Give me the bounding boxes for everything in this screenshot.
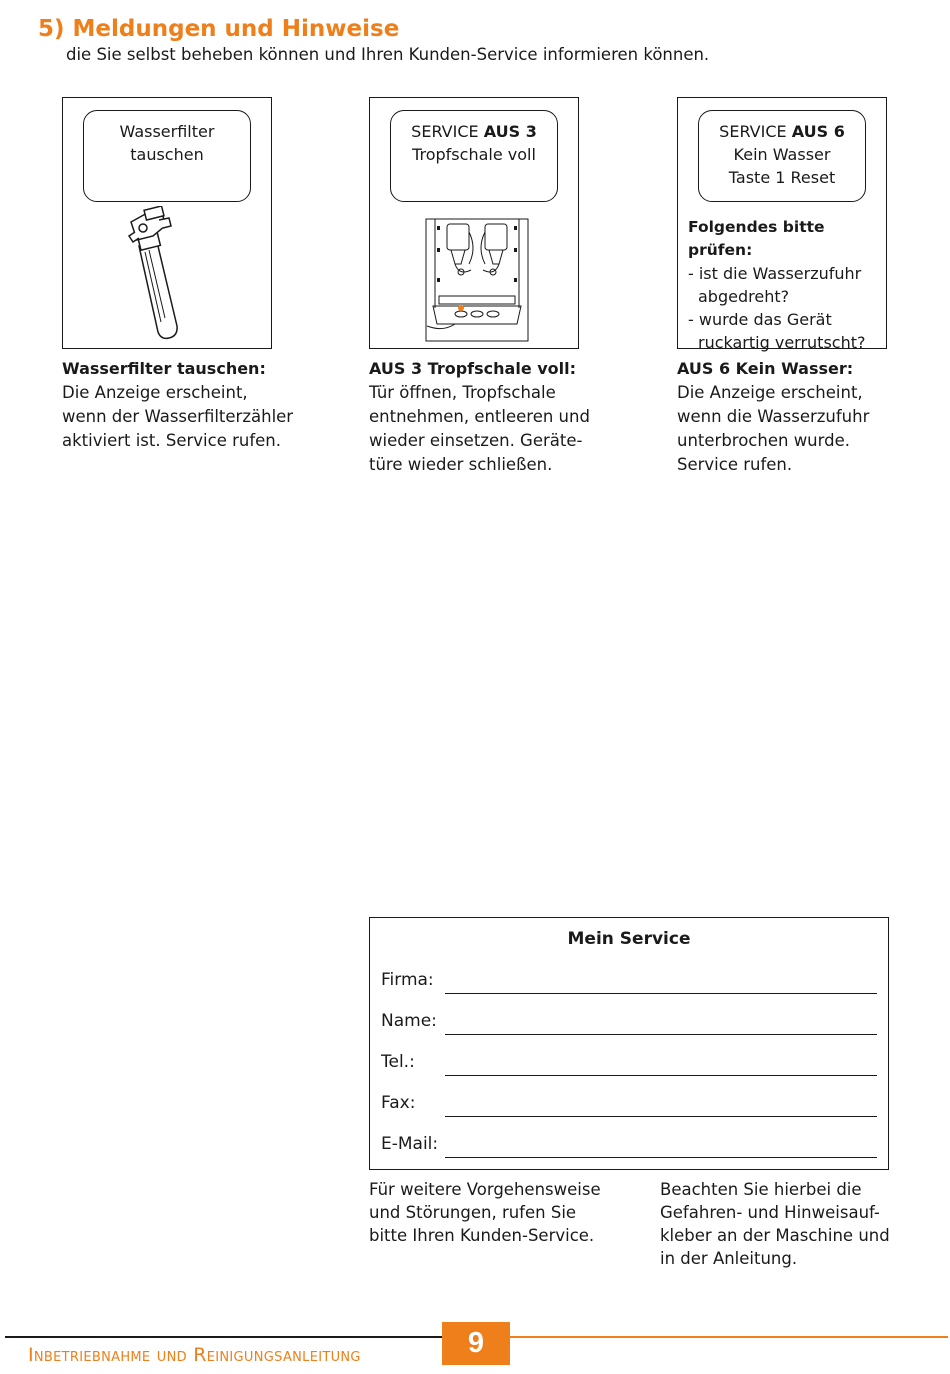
panel-drip-tray (369, 97, 579, 349)
panel-water-filter (62, 97, 272, 349)
desc-line: Die Anzeige erscheint, (677, 383, 863, 402)
display-line: Tropfschale voll (412, 145, 536, 164)
panel-desc-no-water (677, 357, 917, 477)
display-service: SERVICE (719, 122, 787, 141)
desc-line: unterbrochen wurde. (677, 431, 851, 450)
check-item: - ist die Wasserzufuhr abgedreht? (688, 264, 862, 306)
field-label: Firma: (381, 970, 434, 990)
check-item: - wurde das Gerät ruckartig verrutscht? (688, 310, 866, 352)
footer-title: Inbetriebnahme und Reinigungsanleitung (28, 1344, 361, 1366)
field-label: E-Mail: (381, 1134, 439, 1154)
machine-drip-tray-illustration (425, 218, 529, 342)
display-code: AUS 3 (483, 122, 537, 141)
display-line: Kein Wasser (733, 145, 831, 164)
field-label: Fax: (381, 1093, 416, 1113)
desc-line: wenn die Wasserzufuhr (677, 407, 870, 426)
desc-line: entnehmen, entleeren und (369, 407, 590, 426)
desc-line: türe wieder schließen. (369, 455, 553, 474)
display-line: Wasserfilter (119, 122, 215, 141)
note-line: Für weitere Vorgehensweise (369, 1180, 601, 1199)
field-line (445, 993, 877, 994)
section-subtitle: die Sie selbst beheben können und Ihren Kunden-Service informieren können. (66, 45, 710, 64)
desc-line: wieder einsetzen. Geräte- (369, 431, 583, 450)
note-line: in der Anleitung. (660, 1249, 798, 1268)
display-screen (698, 110, 866, 202)
field-label: Tel.: (381, 1052, 415, 1072)
desc-line: aktiviert ist. Service rufen. (62, 431, 281, 450)
display-code: AUS 6 (791, 122, 845, 141)
desc-line: wenn der Wasserfilterzähler (62, 407, 294, 426)
note-line: und Störungen, rufen Sie (369, 1203, 577, 1222)
my-service-form (369, 917, 889, 1170)
footer-rule-left (5, 1336, 442, 1338)
field-email[interactable] (381, 1134, 877, 1160)
note-left (369, 1178, 601, 1247)
check-list (688, 216, 884, 354)
desc-title: AUS 3 Tropfschale voll: (369, 359, 577, 378)
note-line: bitte Ihren Kunden-Service. (369, 1226, 595, 1245)
panel-desc-water-filter (62, 357, 302, 453)
desc-line: Die Anzeige erscheint, (62, 383, 248, 402)
desc-line: Tür öffnen, Tropfschale (369, 383, 556, 402)
field-line (445, 1034, 877, 1035)
display-line: tauschen (130, 145, 204, 164)
field-fax[interactable] (381, 1093, 877, 1119)
field-label: Name: (381, 1011, 437, 1031)
service-title: Mein Service (567, 929, 691, 949)
note-right (660, 1178, 890, 1270)
panel-no-water (677, 97, 887, 352)
field-line (445, 1075, 877, 1076)
water-filter-illustration (125, 206, 185, 344)
footer-rule-right (510, 1336, 948, 1338)
field-line (445, 1157, 877, 1158)
display-line: Taste 1 Reset (728, 168, 836, 187)
note-line: Gefahren- und Hinweisauf- (660, 1203, 880, 1222)
desc-line: Service rufen. (677, 455, 793, 474)
note-line: Beachten Sie hierbei die (660, 1180, 862, 1199)
display-screen (390, 110, 558, 202)
page-number: 9 (442, 1322, 510, 1365)
panel-desc-drip-tray (369, 357, 609, 477)
field-tel[interactable] (381, 1052, 877, 1078)
desc-title: Wasserfilter tauschen: (62, 359, 266, 378)
note-line: kleber an der Maschine und (660, 1226, 890, 1245)
field-firma[interactable] (381, 970, 877, 996)
display-screen (83, 110, 251, 202)
field-line (445, 1116, 877, 1117)
field-name[interactable] (381, 1011, 877, 1037)
display-service: SERVICE (411, 122, 479, 141)
desc-title: AUS 6 Kein Wasser: (677, 359, 854, 378)
check-title: Folgendes bitte prüfen: (688, 218, 825, 259)
section-title: 5) Meldungen und Hinweise (38, 16, 400, 42)
